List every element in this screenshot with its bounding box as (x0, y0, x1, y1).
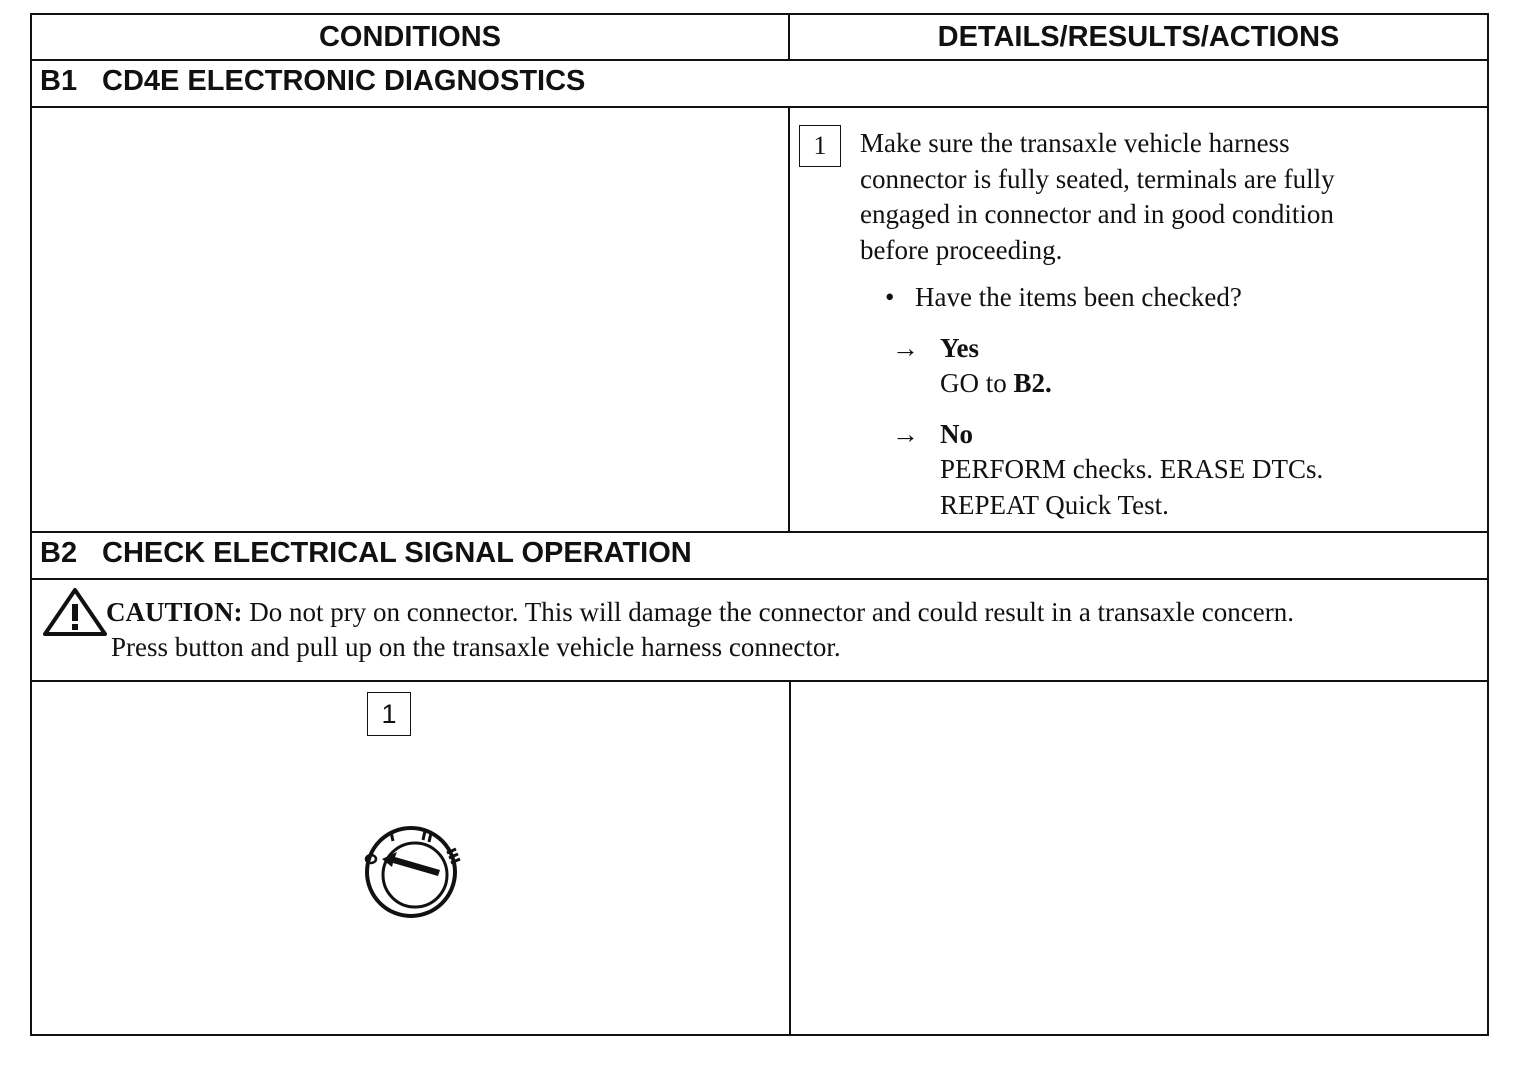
yes-action (940, 366, 1052, 402)
ignition-switch-icon (349, 825, 477, 919)
instruction-line: before proceeding. (860, 234, 1063, 265)
arrow-right-icon: → (892, 333, 919, 363)
no-action-line: REPEAT Quick Test. (940, 489, 1169, 520)
step-instruction (860, 126, 1335, 268)
divider (32, 106, 1487, 108)
section-title: CD4E ELECTRONIC DIAGNOSTICS (102, 65, 586, 97)
caution-label: CAUTION: (106, 597, 243, 627)
bullet-question (885, 280, 1242, 316)
column-divider (788, 106, 790, 531)
position-i-mark (391, 832, 393, 841)
no-action (940, 452, 1323, 523)
warning-triangle-icon (42, 587, 108, 637)
details-header: DETAILS/RESULTS/ACTIONS (937, 21, 1340, 53)
yes-result (892, 331, 979, 367)
arrow-right-icon: → (892, 419, 919, 449)
question-text: Have the items been checked? (915, 282, 1242, 312)
section-title-b2 (40, 531, 692, 575)
header-divider (788, 15, 790, 59)
step-number-box: 1 (799, 125, 841, 167)
divider (32, 578, 1487, 580)
instruction-line: engaged in connector and in good condition (860, 199, 1334, 229)
instruction-line: Make sure the transaxle vehicle harness (860, 128, 1290, 158)
position-ii-mark (423, 831, 425, 840)
divider (32, 680, 1487, 682)
diagnostic-table (30, 13, 1489, 1036)
instruction-line: connector is fully seated, terminals are fully (860, 163, 1335, 194)
section-number: B2 (40, 537, 78, 569)
no-action-line: PERFORM checks. ERASE DTCs. (940, 454, 1324, 484)
yes-label: Yes (940, 333, 979, 363)
no-label: No (940, 419, 973, 449)
yes-action-target: B2. (1013, 368, 1052, 398)
caution-line-1 (106, 595, 1294, 630)
caution-line-2: Press button and pull up on the transaxle vehicle harness connector. (111, 632, 841, 662)
step-number-box: 1 (367, 692, 411, 736)
section-title: CHECK ELECTRICAL SIGNAL OPERATION (102, 537, 692, 569)
bullet-icon: • (885, 282, 895, 312)
no-result (892, 417, 973, 453)
section-title-b1 (40, 59, 585, 103)
column-divider (789, 680, 791, 1036)
conditions-header: CONDITIONS (318, 21, 502, 53)
yes-action-text: GO to (940, 368, 1007, 398)
caution-text: Do not pry on connector. This will damage the connector and could result in a transaxle concern. (249, 597, 1294, 627)
section-number: B1 (40, 65, 78, 97)
